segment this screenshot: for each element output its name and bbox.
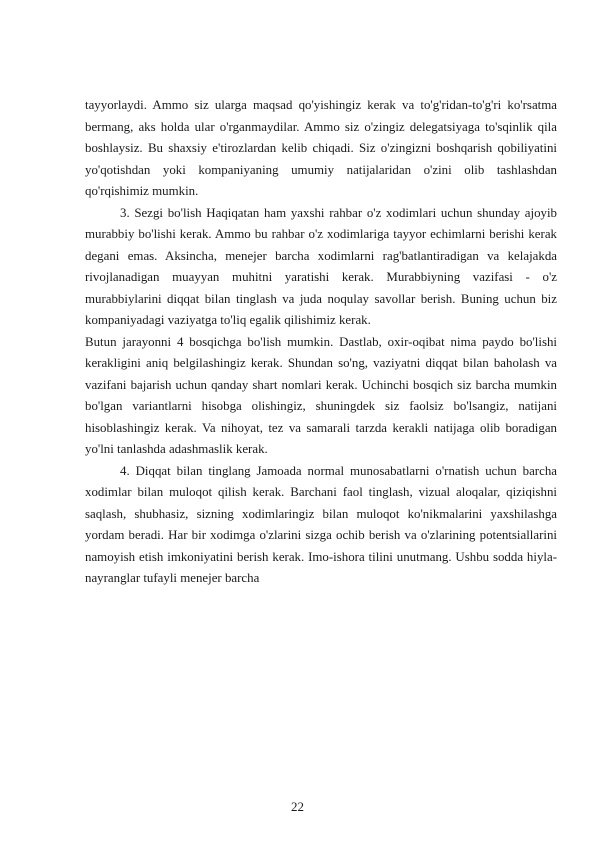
paragraph-section-4: 4. Diqqat bilan tinglang Jamoada normal munosabatlarni o'rnatish uchun barcha xodimlar bilan muloqot qilish kerak. Barchani faol tinglash, vizual aloqalar, qiziqishni saqlash, shubhasiz, sizning xodimlaringiz bilan muloqot ko'nikmalarini yaxshilashga yordam beradi. Har bir xodimga o'zlarini sizga ochib berish va o'zlarining potentsiallarini namoyish etish imkoniyatini berish kerak. Imo-ishora tilini unutmang. Ushbu sodda hiyla-nayranglar tufayli menejer barcha — [85, 463, 557, 585]
page-number: 22 — [291, 799, 304, 814]
paragraph-section-3: 3. Sezgi bo'lish Haqiqatan ham yaxshi rahbar o'z xodimlari uchun shunday ajoyib murabbiy bo'lishi kerak. Ammo bu rahbar o'z xodimlariga tayyor echimlarni berishi kerak degani emas. Aksincha, menejer barcha xodimlarni rag'batlantiradigan va kelajakda rivojlanadigan muayyan muhitni yaratishi kerak. Murabbiyning vazifasi - o'z murabbiylarini diqqat bilan tinglash va juda noqulay savollar berish. Buning uchun biz kompaniyadagi vaziyatga to'liq egalik qilishimiz kerak. — [85, 205, 557, 327]
paragraph-continuation: tayyorlaydi. Ammo siz ularga maqsad qo'yishingiz kerak va to'g'ridan-to'g'ri ko'rsatma bermang, aks holda ular o'rganmaydilar. Ammo siz o'zingiz delegatsiyaga to'sqinlik qila boshlaysiz. Bu shaxsiy e'tirozlardan kelib chiqadi. Siz o'zingizni boshqarish qobiliyatini yo'qotishdan yoki kompaniyaning umumiy natijalaridan o'zini olib tashlashdan qo'rqishimiz mumkin. — [85, 98, 557, 198]
paragraph-stages: Butun jarayonni 4 bosqichga bo'lish mumkin. Dastlab, oxir-oqibat nima paydo bo'lishi kerakligini aniq belgilashingiz kerak. Shundan so'ng, vaziyatni diqqat bilan baholash va vazifani bajarish uchun qanday shart nomlari kerak. Uchinchi bosqich siz barcha mumkin bo'lgan variantlarni hisobga olishingiz, shuningdek siz faolsiz bo'lsangiz, natijani hisoblashingiz kerak. Va nihoyat, tez va samarali tarzda kerakli natijaga olib boradigan yo'lni tanlashda adashmaslik kerak. — [85, 334, 557, 456]
body-text — [85, 95, 557, 590]
